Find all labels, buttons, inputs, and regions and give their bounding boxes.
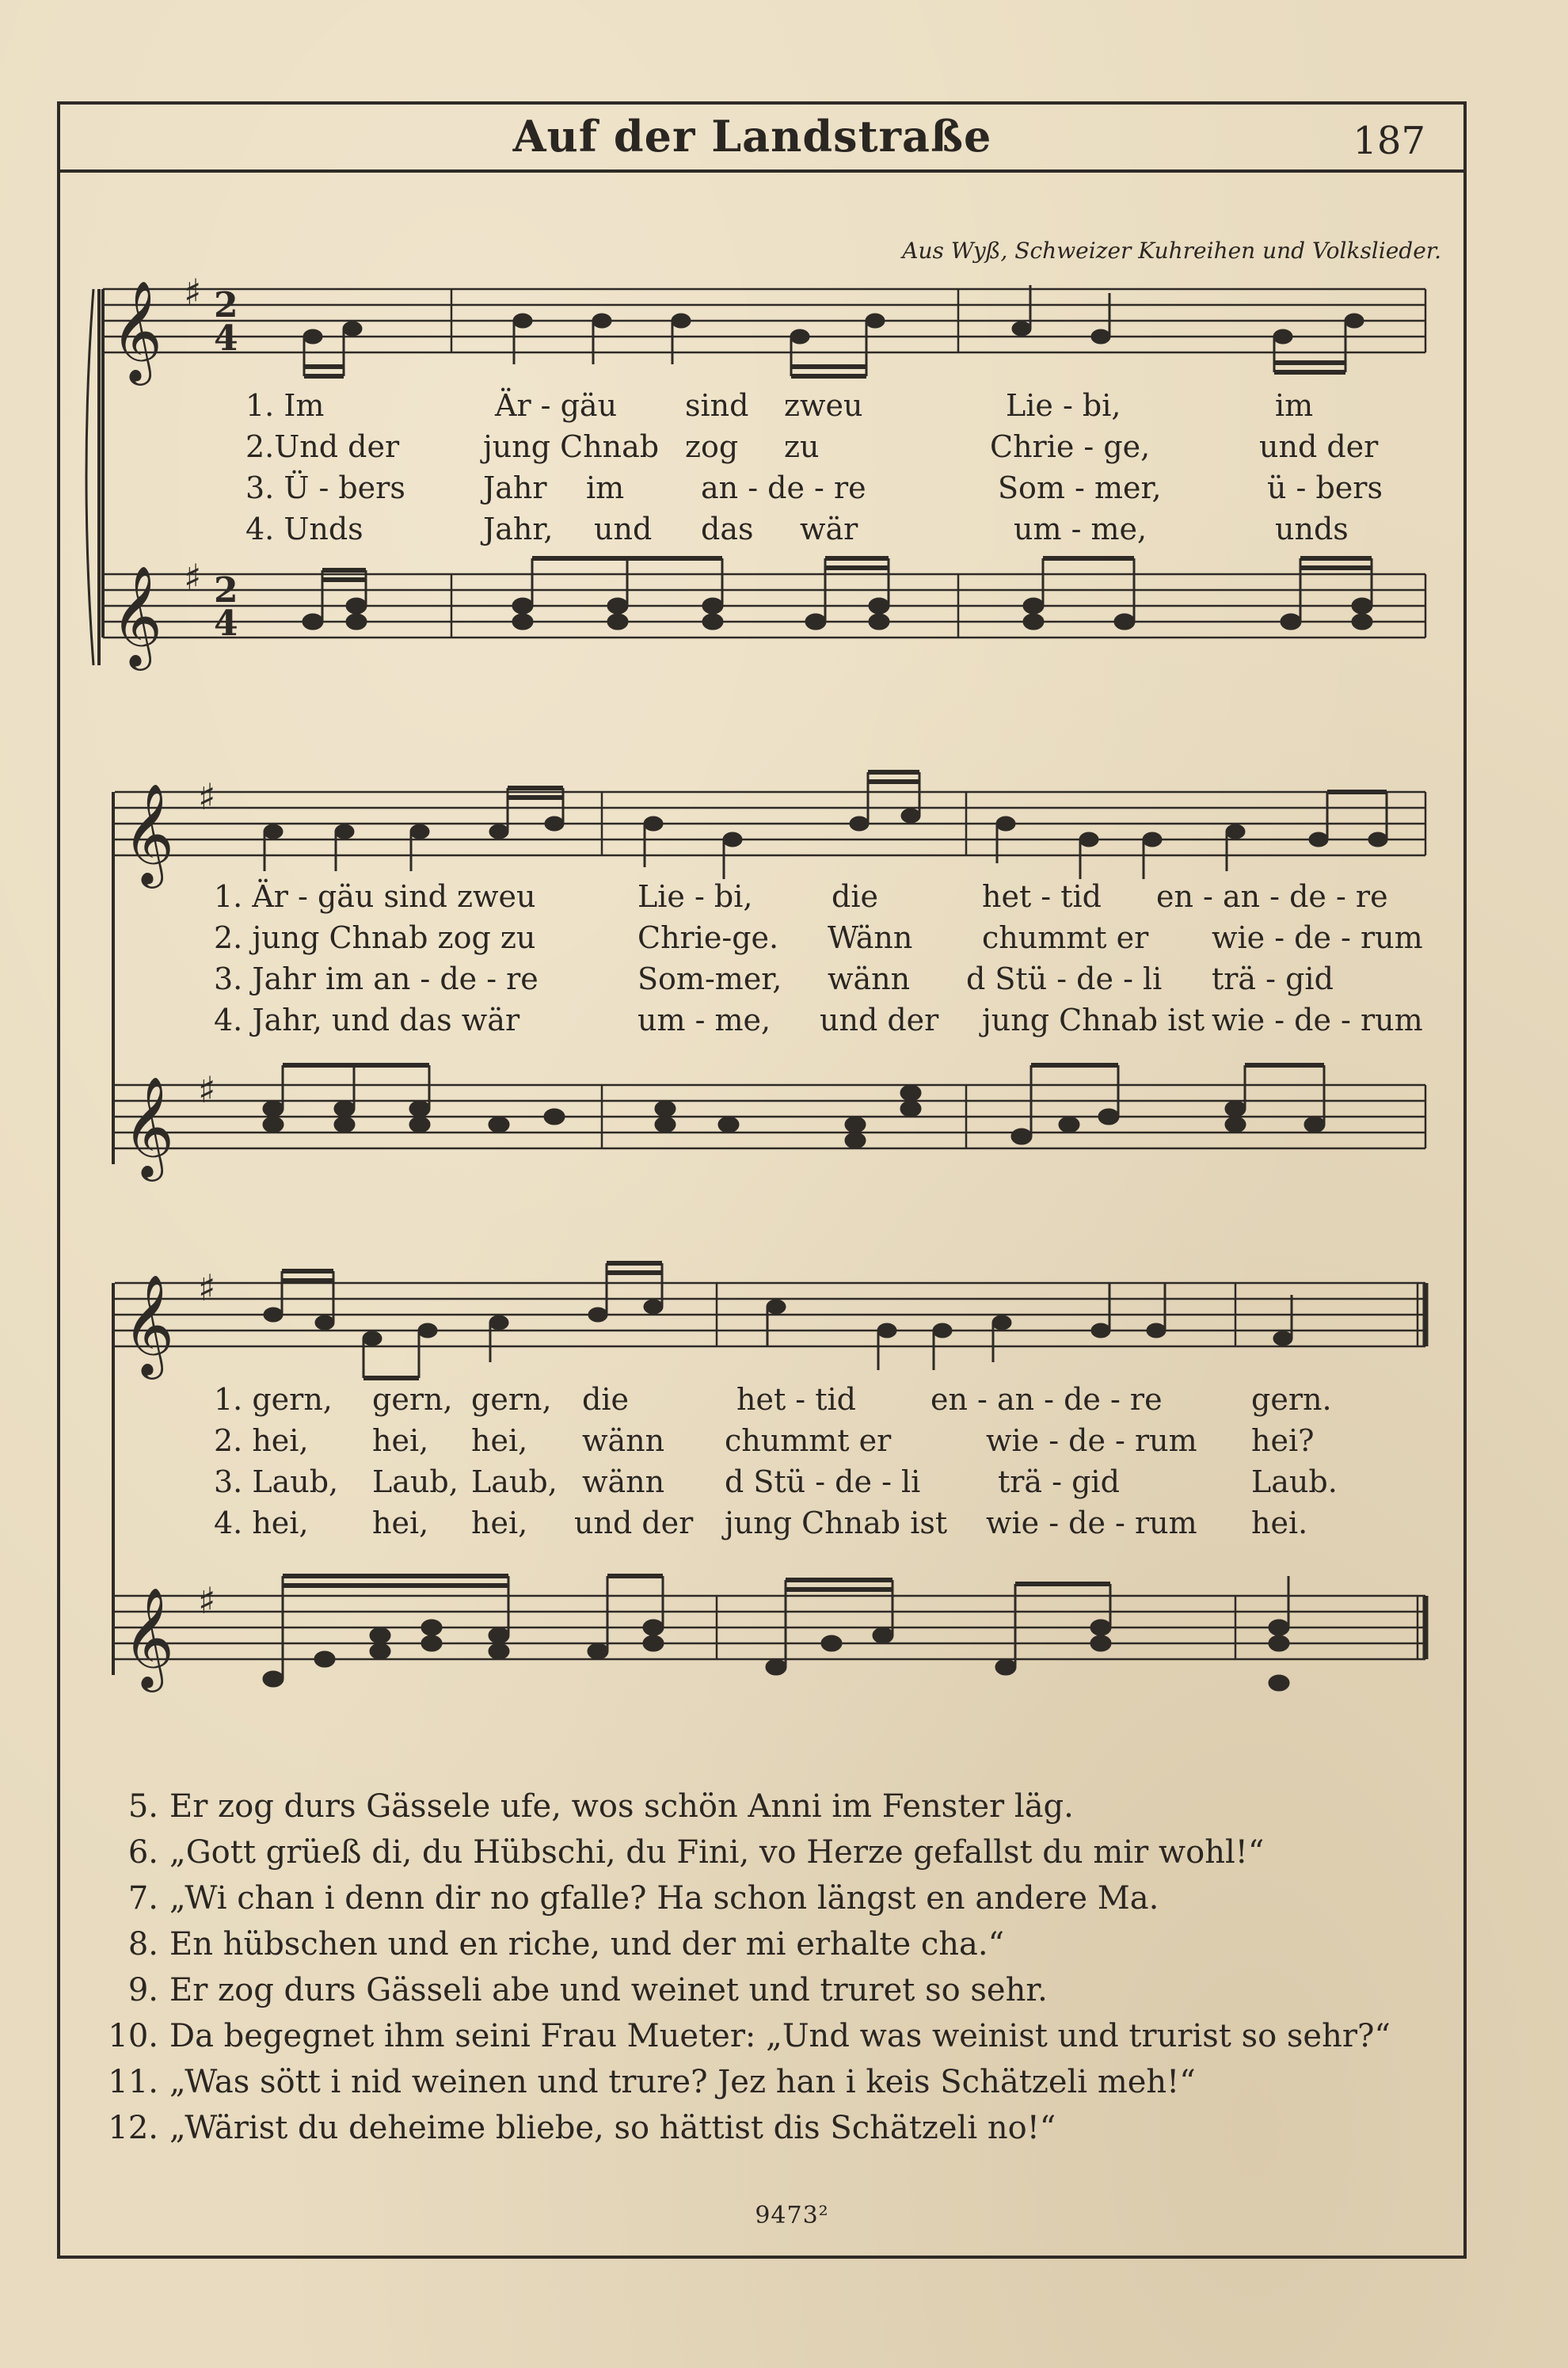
stanza-12: 12. „Wärist du deheime bliebe, so hättist dis Schätzeli no!“ <box>108 2110 1056 2146</box>
svg-text:♯: ♯ <box>198 775 216 818</box>
stanza-8: 8. En hübschen und en riche, und der mi erhalte cha.“ <box>127 1926 1005 1963</box>
svg-text:4: 4 <box>214 603 238 644</box>
svg-text:♯: ♯ <box>198 1266 216 1309</box>
svg-text:♯: ♯ <box>184 556 202 599</box>
stanza-7: 7. „Wi chan i denn dir no gfalle? Ha schon längst en andere Ma. <box>127 1880 1159 1917</box>
sheet-music-page: Auf der Landstraße 187 Aus Wyß, Schweizer Kuhreihen und Volkslieder. 𝄞 ♯ 2 4 𝄞 ♯ 2 4 𝄞 ♯ 𝄞 ♯ 𝄞 ♯ 𝄞 ♯ 1. Im Är - gäu sind zweu Lie - bi, im 2.Und der jung Chnab zog zu Chrie - ge, und der 3. Ü - bers Jahr im an - de - re Som - mer, ü - bers 4. Unds Jahr, und das wär um - me, unds 1. Är - gäu sind zweu Lie - bi, die het - tid en - an - de - re 2. jung Chnab zog zu Chrie-ge. Wänn chummt er wie - de - rum 3. Jahr im an - de - re Som-mer, wänn d Stü - de - li trä - gid 4. Jahr, und das wär um - me, und der jung Chnab ist wie - de - rum 1. gern, gern, gern, die het - tid en - an - de - re gern. 2. hei, hei, hei, wänn chummt er wie - de - rum hei? 3. Laub, Laub, Laub, wänn d Stü - de - li trä - gid Laub. 4. hei, hei, hei, und der jung Chnab ist wie - de - rum hei. 5. Er zog durs Gässele ufe, wos schön Anni im Fenster läg. 6. „Gott grüeß di, du Hübschi, du Fini, vo Herze gefallst du mir wohl!“ 7. „Wi chan i denn dir no gfalle? Ha schon längst en andere Ma. 8. En hübschen und en riche, und der mi erhalte cha.“ 9. Er zog durs Gässeli abe und weinet und truret so sehr. 10. Da begegnet ihm seini Frau Mueter: „Und was weinist und trurist so sehr?“ 11. „Was sött i nid weinen und trure? Jez han i keis Schätzeli meh!“ 12. „Wärist du deheime bliebe, so hättist dis Schätzeli no!“ 9473² <box>0 0 1568 2368</box>
song-title: Auf der Landstraße <box>512 111 992 162</box>
svg-text:2: 2 <box>214 285 238 326</box>
svg-text:♯: ♯ <box>198 1579 216 1622</box>
svg-text:𝄞: 𝄞 <box>123 782 175 884</box>
staff-voice-2 <box>115 792 1425 855</box>
plate-number: 9473² <box>755 2202 829 2229</box>
svg-text:𝄞: 𝄞 <box>123 1273 175 1375</box>
svg-text:♯: ♯ <box>198 1068 216 1111</box>
svg-text:4: 4 <box>214 318 238 359</box>
page-number: 187 <box>1353 119 1425 163</box>
svg-text:𝄞: 𝄞 <box>111 565 163 666</box>
svg-text:𝄞: 𝄞 <box>123 1075 175 1177</box>
stanza-6: 6. „Gott grüeß di, du Hübschi, du Fini, vo Herze gefallst du mir wohl!“ <box>127 1834 1265 1871</box>
svg-text:𝄞: 𝄞 <box>123 1586 175 1688</box>
svg-text:♯: ♯ <box>184 271 202 314</box>
svg-text:2: 2 <box>214 570 238 611</box>
staff-voice-3 <box>115 1283 1425 1346</box>
staff-piano-2 <box>115 1085 1425 1148</box>
staff-piano-3 <box>115 1596 1425 1659</box>
stanza-5: 5. Er zog durs Gässele ufe, wos schön Anni im Fenster läg. <box>127 1788 1074 1825</box>
svg-text:𝄞: 𝄞 <box>111 280 163 381</box>
source-attribution: Aus Wyß, Schweizer Kuhreihen und Volkslieder. <box>902 238 1441 264</box>
stanza-9: 9. Er zog durs Gässeli abe und weinet und truret so sehr. <box>127 1972 1048 2008</box>
staff-piano-1 <box>103 574 1425 638</box>
staff-voice-1 <box>103 289 1425 352</box>
stanza-11: 11. „Was sött i nid weinen und trure? Jez han i keis Schätzeli meh!“ <box>108 2064 1196 2100</box>
stanza-10: 10. Da begegnet ihm seini Frau Mueter: „Und was weinist und trurist so sehr?“ <box>108 2018 1391 2054</box>
